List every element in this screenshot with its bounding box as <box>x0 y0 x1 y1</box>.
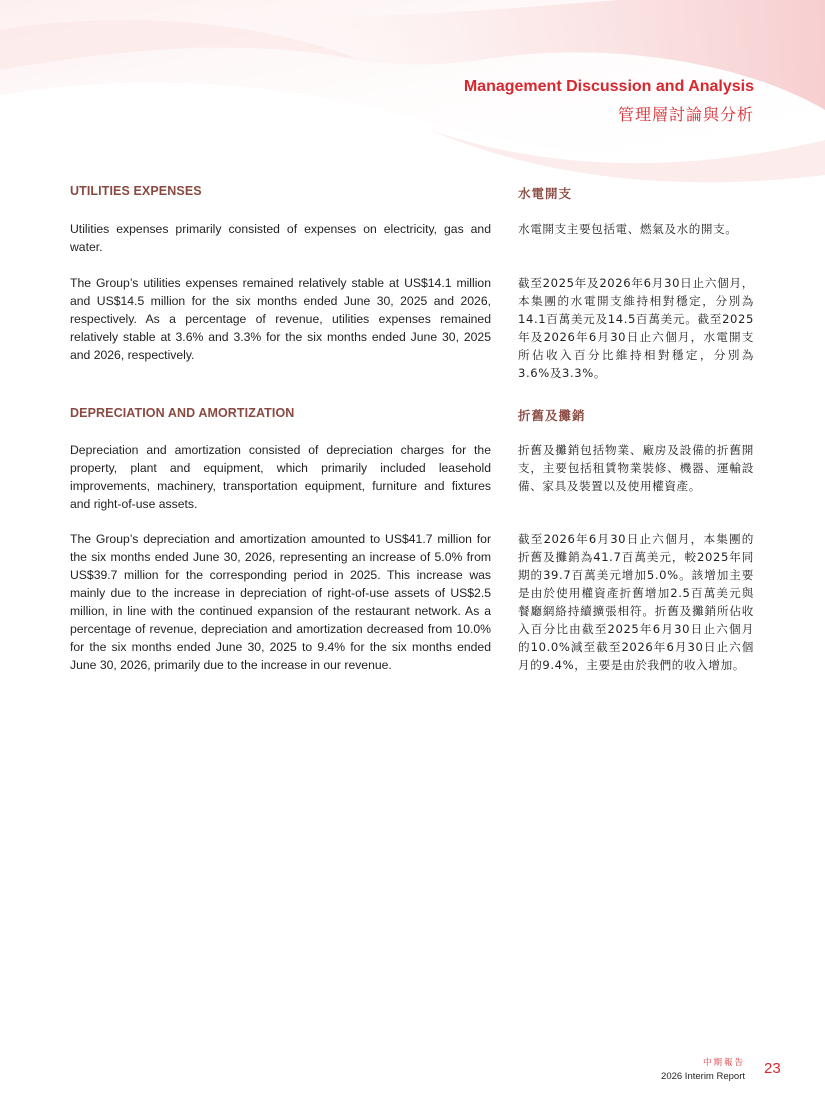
utilities-heading-zh: 水電開支 <box>518 186 573 201</box>
depreciation-p2-zh-wrap <box>518 530 754 674</box>
page-header <box>464 78 754 125</box>
depreciation-paragraph-2-zh: 截至2026年6月30日止六個月，本集團的折舊及攤銷為41.7百萬美元，較2025年同期的39.7百萬美元增加5.0%。該增加主要是由於使用權資產折舊增加2.5百萬美元與餐廳網絡持續擴張相符。折舊及攤銷所佔收入百分比由截至2025年6月30日止六個月的10.0%減至截至2026年6月30日止六個月的9.4%，主要是由於我們的收入增加。 <box>518 532 754 672</box>
utilities-paragraph-2-en: The Group’s utilities expenses remained relatively stable at US$14.1 million and US$14.5 million for the six months ended June 30, 2025 and 2026, respectively. As a percentage of revenue, utilities expenses remained relatively stable at 3.6% and 3.3% for the six months ended June 30, 2025 and 2026, respectively. <box>70 276 491 362</box>
page-footer <box>661 1056 745 1082</box>
footer-report-en: 2026 Interim Report <box>661 1071 745 1082</box>
utilities-p2-en-wrap <box>70 274 491 364</box>
utilities-paragraph-2-zh: 截至2025年及2026年6月30日止六個月，本集團的水電開支維持相對穩定，分別為14.1百萬美元及14.5百萬美元。截至2025年及2026年6月30日止六個月，水電開支所佔收入百分比維持相對穩定，分別為3.6%及3.3%。 <box>518 276 754 380</box>
utilities-heading-zh-wrap <box>518 184 754 202</box>
depreciation-p2-en-wrap <box>70 530 491 674</box>
depreciation-heading-en: DEPRECIATION AND AMORTIZATION <box>70 406 295 420</box>
section-title-en: Management Discussion and Analysis <box>463 78 754 95</box>
depreciation-paragraph-1-zh: 折舊及攤銷包括物業、廠房及設備的折舊開支，主要包括租賃物業裝修、機器、運輸設備、家具及裝置以及使用權資產。 <box>518 443 754 493</box>
utilities-p1-en-wrap <box>70 220 491 256</box>
depreciation-heading-zh-wrap <box>518 406 754 424</box>
utilities-paragraph-1-en: Utilities expenses primarily consisted of expenses on electricity, gas and water. <box>70 222 491 254</box>
utilities-paragraph-1-zh: 水電開支主要包括電、燃氣及水的開支。 <box>518 222 738 236</box>
utilities-p2-zh-wrap <box>518 274 754 382</box>
utilities-heading-en-wrap <box>70 184 491 198</box>
depreciation-p1-zh-wrap <box>518 441 754 495</box>
section-title-zh: 管理層討論與分析 <box>617 105 754 124</box>
utilities-heading-en: UTILITIES EXPENSES <box>70 184 202 198</box>
depreciation-heading-en-wrap <box>70 406 491 420</box>
depreciation-paragraph-1-en: Depreciation and amortization consisted of depreciation charges for the property, plant and equipment, which primarily included leasehold improvements, machinery, transportation equipment, furniture and fixtures and right-of-use assets. <box>70 443 491 511</box>
depreciation-heading-zh: 折舊及攤銷 <box>518 408 586 423</box>
depreciation-paragraph-2-en: The Group’s depreciation and amortization amounted to US$41.7 million for the six months ended June 30, 2026, representing an increase of 5.0% from US$39.7 million for the corresponding period in 2025. This increase was mainly due to the increase in depreciation of right-of-use assets of US$2.5 million, in line with the continued expansion of the restaurant network. As a percentage of revenue, depreciation and amortization decreased from 10.0% for the six months ended June 30, 2025 to 9.4% for the six months ended June 30, 2026, primarily due to the increase in our revenue. <box>70 532 491 672</box>
depreciation-p1-en-wrap <box>70 441 491 513</box>
footer-report-zh: 中期報告 <box>702 1058 745 1068</box>
page-number: 23 <box>764 1060 781 1077</box>
utilities-p1-zh-wrap <box>518 220 754 238</box>
